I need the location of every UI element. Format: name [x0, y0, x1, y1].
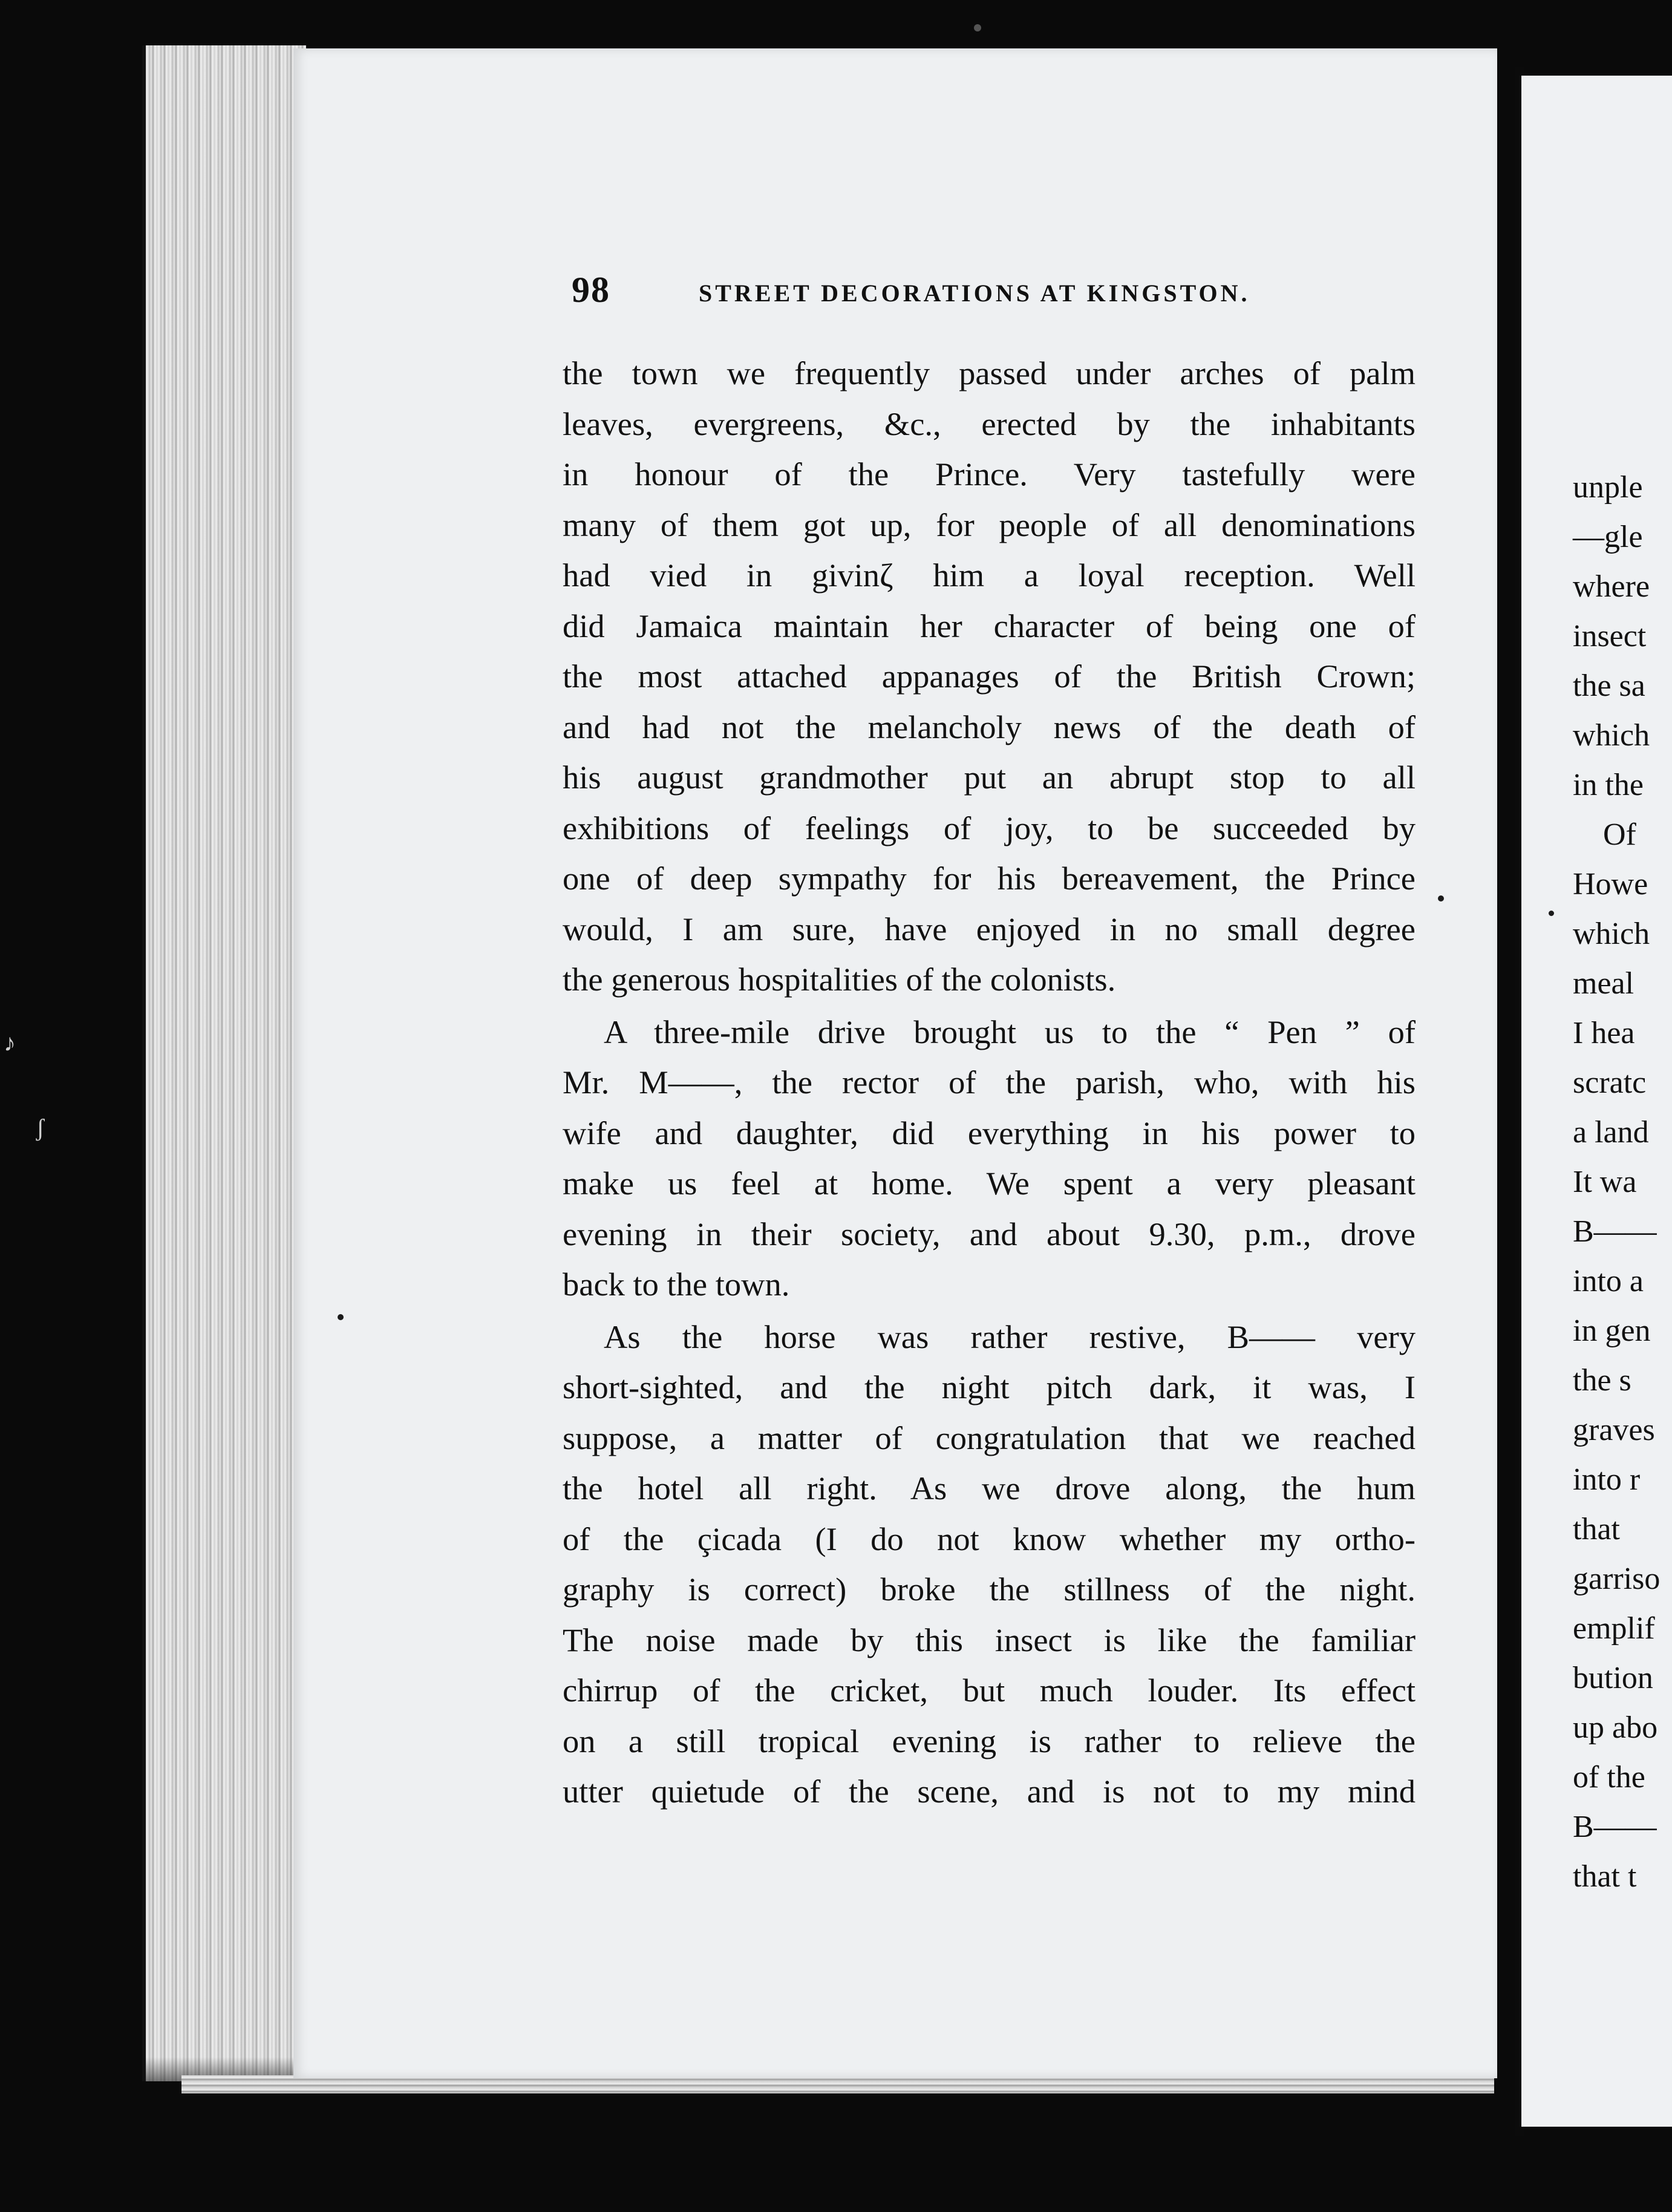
body-text	[563, 348, 1416, 1817]
text-line: and had not the melancholy news of the death of	[563, 708, 1416, 745]
scan-speck	[1438, 895, 1444, 901]
facing-text-line: the sa	[1573, 669, 1645, 703]
text-line: utter quietude of the scene, and is not to my mind	[563, 1773, 1416, 1810]
facing-text-line: garriso	[1573, 1562, 1661, 1596]
text-line: leaves, evergreens, &c., erected by the inhabitants	[563, 405, 1416, 442]
scan-speck	[338, 1314, 344, 1320]
text-line: A three-mile drive brought us to the “ Pen ” of	[604, 1013, 1416, 1050]
text-line: of the çicada (I do not know whether my ortho-	[563, 1520, 1416, 1557]
facing-text-line: into a	[1573, 1264, 1644, 1298]
page-edge-stack	[142, 45, 306, 2081]
facing-text-line: B——	[1573, 1810, 1657, 1844]
text-line: chirrup of the cricket, but much louder. Its effect	[563, 1672, 1416, 1709]
text-line: As the horse was rather restive, B—— very	[604, 1318, 1416, 1355]
text-line: the most attached appanages of the British Crown;	[563, 658, 1416, 695]
facing-text-line: bution	[1573, 1661, 1653, 1695]
facing-text-line: a land	[1573, 1115, 1649, 1150]
text-line: Mr. M——, the rector of the parish, who, with his	[563, 1064, 1416, 1101]
text-line: many of them got up, for people of all denominations	[563, 506, 1416, 543]
facing-text-line: —gle	[1573, 520, 1643, 554]
running-head: STREET DECORATIONS AT KINGSTON.	[699, 280, 1250, 307]
scan-speck	[1549, 911, 1554, 916]
facing-text-line: B——	[1573, 1214, 1657, 1249]
facing-text-line: insect	[1573, 619, 1647, 653]
text-line: one of deep sympathy for his bereavement, the Prince	[563, 860, 1416, 897]
text-line: evening in their society, and about 9.30, p.m., drove	[563, 1215, 1416, 1252]
text-line: The noise made by this insect is like the familiar	[563, 1621, 1416, 1658]
margin-mark: ʃ	[36, 1114, 45, 1141]
facing-text-line: Howe	[1573, 867, 1648, 901]
scan-speck	[974, 24, 981, 31]
text-line: his august grandmother put an abrupt stop to all	[563, 759, 1416, 796]
text-line: the generous hospitalities of the colonists.	[563, 961, 1116, 998]
page-header	[572, 269, 1406, 324]
text-line: the hotel all right. As we drove along, the hum	[563, 1470, 1416, 1507]
facing-text-line: which	[1573, 917, 1650, 951]
facing-text-line: the s	[1573, 1363, 1631, 1398]
facing-text-line: graves	[1573, 1413, 1655, 1447]
text-line: short-sighted, and the night pitch dark, it was, I	[563, 1369, 1416, 1405]
facing-text-line: in gen	[1573, 1314, 1651, 1348]
facing-text-line: unple	[1573, 470, 1643, 505]
text-line: suppose, a matter of congratulation that we reached	[563, 1419, 1416, 1456]
facing-text-line: scratc	[1573, 1065, 1647, 1100]
margin-mark: ♪	[4, 1029, 16, 1056]
text-line: make us feel at home. We spent a very pleasant	[563, 1165, 1416, 1202]
facing-text-line: that t	[1573, 1859, 1637, 1894]
facing-text-line: where	[1573, 569, 1650, 604]
facing-text-line: It wa	[1573, 1165, 1637, 1199]
facing-text-line: I hea	[1573, 1016, 1635, 1050]
text-line: would, I am sure, have enjoyed in no small degree	[563, 910, 1416, 947]
facing-text-line: that	[1573, 1512, 1620, 1546]
text-line: exhibitions of feelings of joy, to be succeeded by	[563, 809, 1416, 846]
page-number: 98	[572, 270, 610, 310]
text-line: had vied in givinζ him a loyal reception. Well	[563, 557, 1416, 594]
text-line: on a still tropical evening is rather to relieve the	[563, 1722, 1416, 1759]
facing-text-line: in the	[1573, 768, 1644, 802]
text-line: wife and daughter, did everything in his power to	[563, 1114, 1416, 1151]
text-line: the town we frequently passed under arches of palm	[563, 355, 1416, 391]
facing-page	[1521, 76, 1672, 2127]
facing-text-line: emplif	[1573, 1611, 1655, 1646]
facing-text-line: meal	[1573, 966, 1634, 1001]
text-line: graphy is correct) broke the stillness of the night.	[563, 1571, 1416, 1608]
text-line: in honour of the Prince. Very tastefully were	[563, 456, 1416, 492]
facing-page-text	[1573, 463, 1672, 1902]
facing-text-line: which	[1573, 718, 1650, 753]
facing-text-line: up abo	[1573, 1710, 1658, 1745]
facing-text-line: of the	[1573, 1760, 1645, 1795]
text-line: did Jamaica maintain her character of being one of	[563, 607, 1416, 644]
facing-text-line: into r	[1573, 1462, 1641, 1497]
facing-text-line: Of	[1603, 817, 1636, 852]
text-line: back to the town.	[563, 1266, 790, 1303]
